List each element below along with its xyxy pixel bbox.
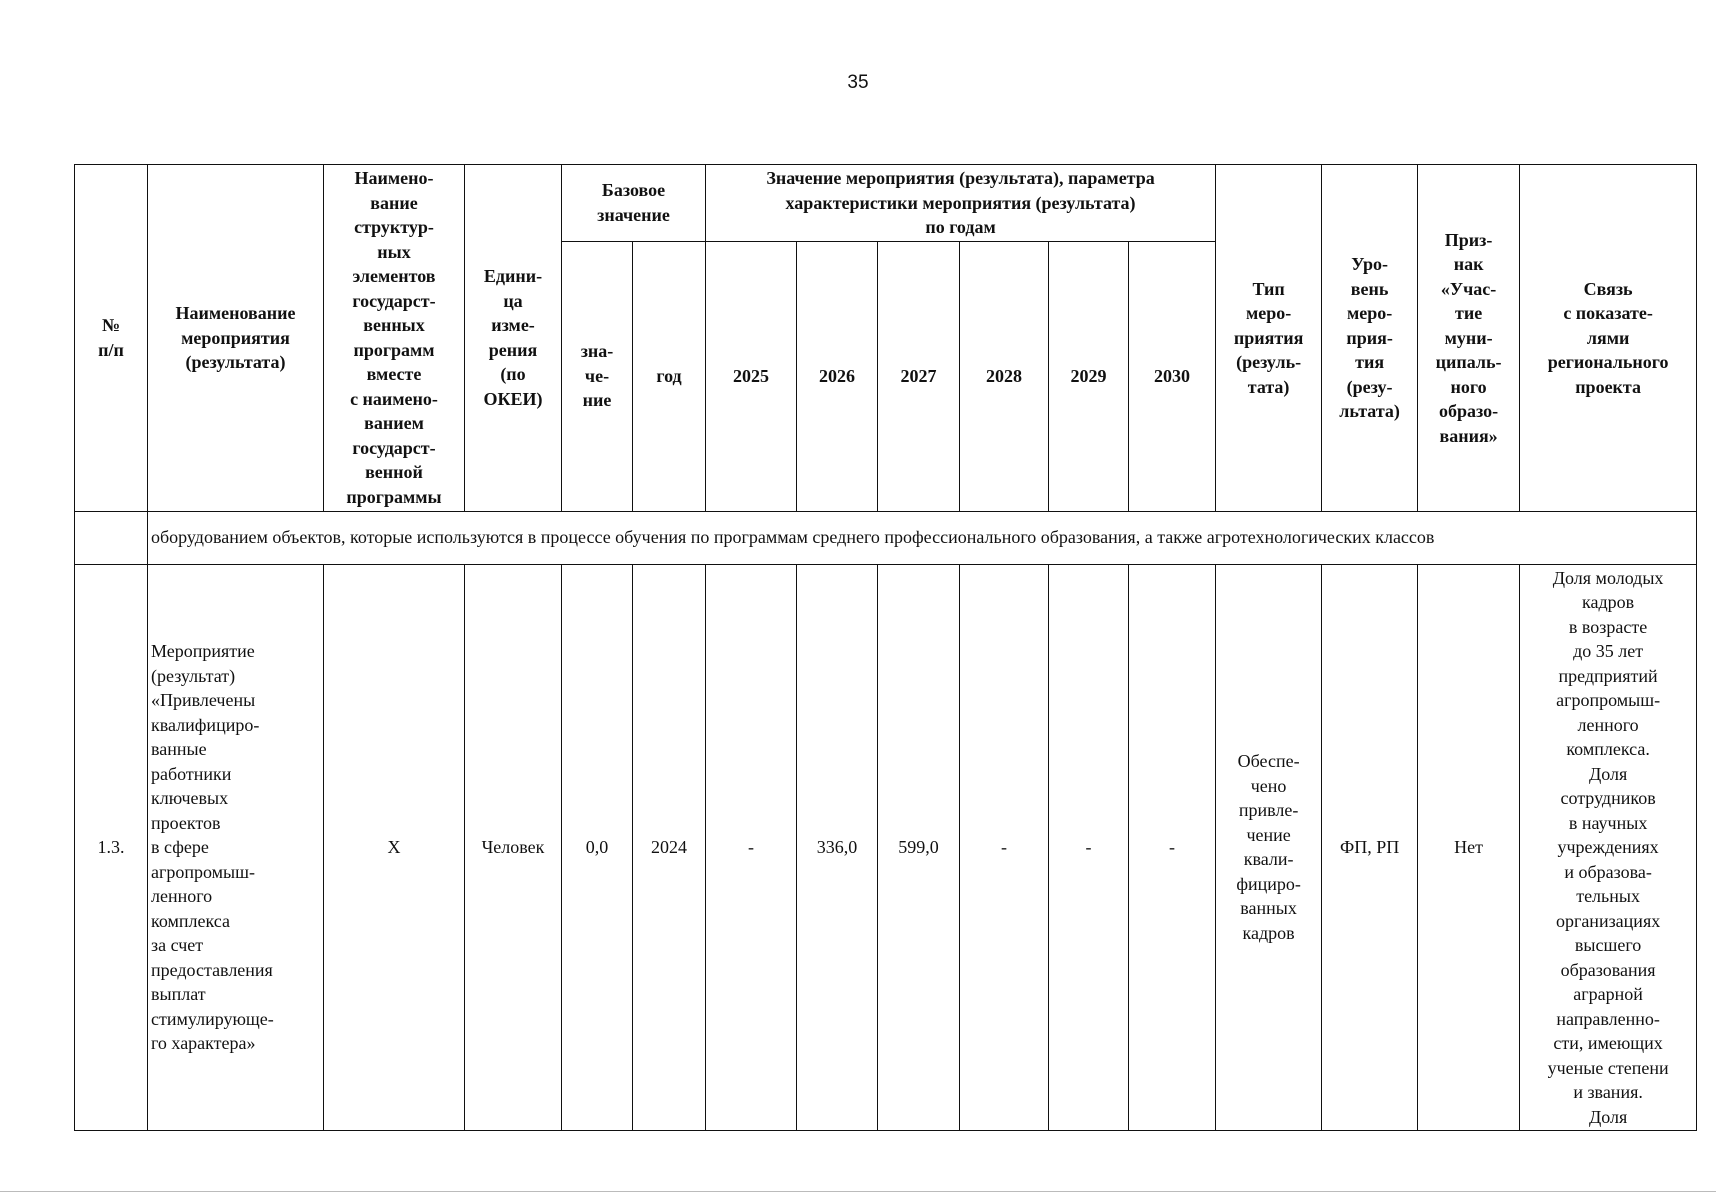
header-years-group: Значение мероприятия (результата), параметра характеристики мероприятия (результата) по годам <box>706 165 1216 242</box>
row-num: 1.3. <box>75 564 148 1131</box>
table-row <box>75 564 1697 1131</box>
header-year-2025: 2025 <box>706 241 797 511</box>
row-base-year: 2024 <box>633 564 706 1131</box>
row-link: Доля молодых кадров в возрасте до 35 лет предприятий агропромыш- ленного комплекса. Доля сотрудников в научных учреждениях и образова- тельных организациях высшего образования аграрной направленно- сти, имеющих ученые степени и звания. Доля <box>1520 564 1697 1131</box>
row-sign: Нет <box>1418 564 1520 1131</box>
row-name: Мероприятие (результат) «Привлечены квалифициро- ванные работники ключевых проектов в сфере агропромыш- ленного комплекса за счет предоставления выплат стимулирующе- го характера» <box>148 564 324 1131</box>
row-value-2026: 336,0 <box>797 564 878 1131</box>
header-struct: Наимено- вание структур- ных элементов государст- венных программ вместе с наимено- ванием государст- венной программы <box>324 165 465 512</box>
continuation-text: оборудованием объектов, которые используются в процессе обучения по программам среднего профессионального образования, а также агротехнологических классов <box>148 511 1697 564</box>
row-level: ФП, РП <box>1322 564 1418 1131</box>
page-number: 35 <box>847 72 869 93</box>
header-type: Тип меро- приятия (резуль- тата) <box>1216 165 1322 512</box>
continuation-num-cell <box>75 511 148 564</box>
header-base-value: зна- че- ние <box>562 241 633 511</box>
row-value-2025: - <box>706 564 797 1131</box>
row-unit: Человек <box>465 564 562 1131</box>
header-link: Связь с показате- лями регионального проекта <box>1520 165 1697 512</box>
footer-divider <box>0 1191 1716 1192</box>
row-value-2028: - <box>960 564 1049 1131</box>
row-struct: Х <box>324 564 465 1131</box>
header-level: Уро- вень меро- прия- тия (резу- льтата) <box>1322 165 1418 512</box>
header-base-group: Базовое значение <box>562 165 706 242</box>
header-year-2030: 2030 <box>1129 241 1216 511</box>
header-year-2027: 2027 <box>878 241 960 511</box>
row-type: Обеспе- чено привле- чение квали- фициро- ванных кадров <box>1216 564 1322 1131</box>
header-name: Наименование мероприятия (результата) <box>148 165 324 512</box>
measures-table <box>74 164 1697 1131</box>
header-row-top <box>75 165 1697 242</box>
row-value-2027: 599,0 <box>878 564 960 1131</box>
row-base-value: 0,0 <box>562 564 633 1131</box>
header-year-2028: 2028 <box>960 241 1049 511</box>
continuation-row <box>75 511 1697 564</box>
header-unit: Едини- ца изме- рения (по ОКЕИ) <box>465 165 562 512</box>
header-year-2026: 2026 <box>797 241 878 511</box>
header-sign: Приз- нак «Учас- тие муни- ципаль- ного образо- вания» <box>1418 165 1520 512</box>
header-year-2029: 2029 <box>1049 241 1129 511</box>
header-num: № п/п <box>75 165 148 512</box>
row-value-2029: - <box>1049 564 1129 1131</box>
header-base-year: год <box>633 241 706 511</box>
row-value-2030: - <box>1129 564 1216 1131</box>
